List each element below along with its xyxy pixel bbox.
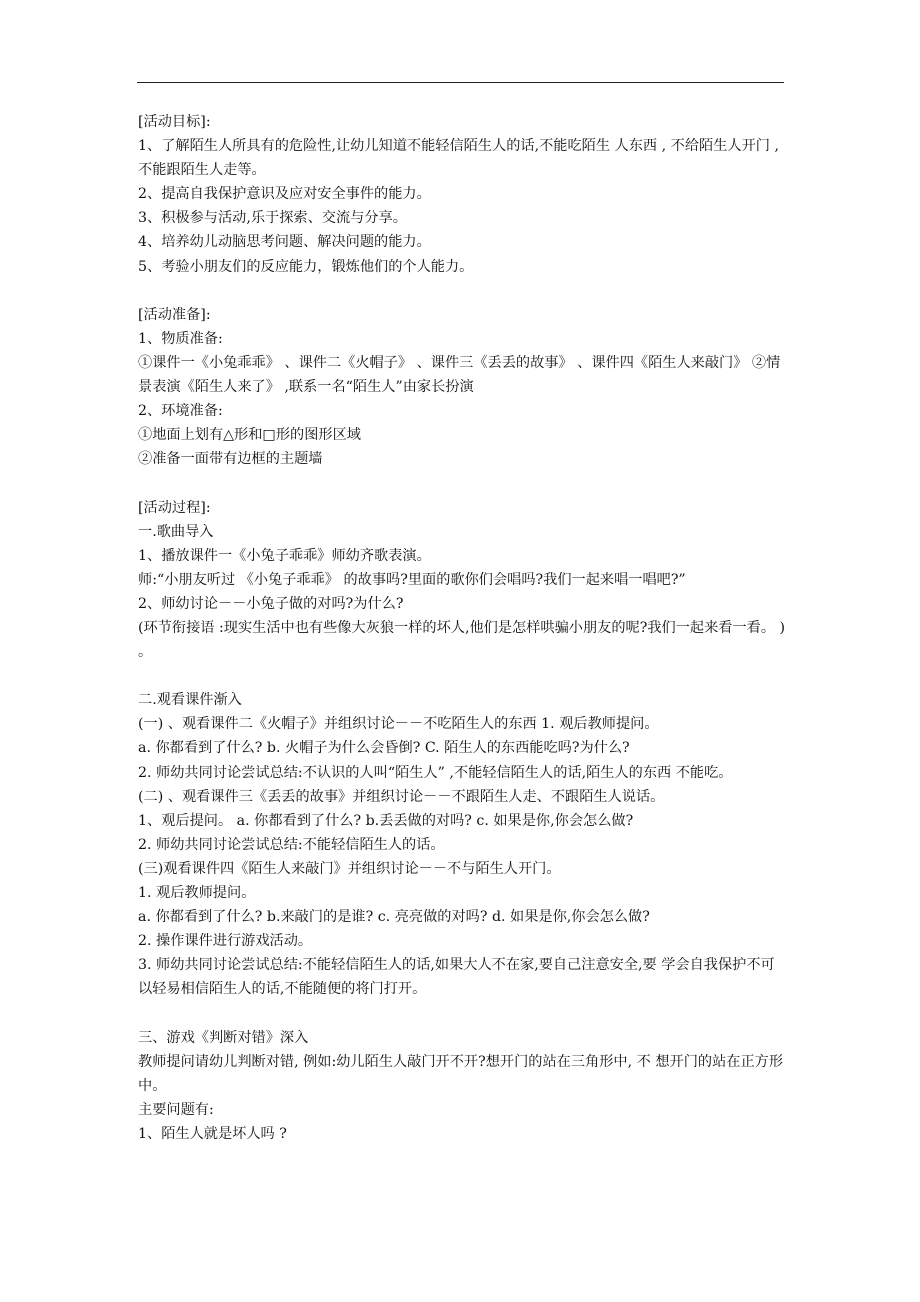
part1-title: 一.歌曲导入 [138,523,214,540]
part2-line-7: (三)观看课件四《陌生人来敲门》并组织讨论－－不与陌生人开门。 [138,860,561,877]
part2-line-6: 2. 师幼共同讨论尝试总结:不能轻信陌生人的话。 [138,836,445,853]
part2-line-3: 2. 师幼共同讨论尝试总结:不认识的人叫“陌生人” ,不能轻信陌生人的话,陌生人的东西 不能吃。 [138,764,733,781]
part3-line-2: 主要问题有: [138,1101,214,1118]
goal-item-2: 2、提高自我保护意识及应对安全事件的能力。 [138,186,431,203]
part1-line-3: 2、师幼讨论－－小兔子做的对吗?为什么? [138,595,404,612]
part1-line-4: (环节衔接语 :现实生活中也有些像大灰狼一样的坏人,他们是怎样哄骗小朋友的呢?我们一起来看一看。 ) 。 [138,619,786,661]
document-body [138,110,788,1146]
part2-line-4: (二) 、观看课件三《丢丢的故事》并组织讨论－－不跟陌生人走、不跟陌生人说话。 [138,788,665,805]
part3-line-3: 1、陌生人就是坏人吗 ? [138,1125,287,1142]
part2-line-11: 3. 师幼共同讨论尝试总结:不能轻信陌生人的话,如果大人不在家,要自己注意安全,要 学会自我保护不可以轻易相信陌生人的话,不能随便的将门打开。 [138,957,775,998]
part2-line-10: 2. 操作课件进行游戏活动。 [138,933,313,950]
part3-line-1: 教师提问请幼儿判断对错, 例如:幼儿陌生人敲门开不开?想开门的站在三角形中, 不 想开门的站在正方形中。 [138,1053,784,1094]
goals-heading: [活动目标]: [138,114,211,130]
part1-line-2: 师:“小朋友听过 《小兔子乖乖》 的故事吗?里面的歌你们会唱吗?我们一起来唱一唱吧?” [138,571,686,588]
part2-line-1: (一) 、观看课件二《火帽子》并组织讨论－－不吃陌生人的东西 1. 观后教师提问。 [138,716,659,733]
part2-line-2: a. 你都看到了什么? b. 火帽子为什么会昏倒? C. 陌生人的东西能吃吗?为什么? [138,740,630,757]
header-rule [137,82,784,83]
goal-item-1: 1、了解陌生人所具有的危险性,让幼儿知道不能轻信陌生人的话,不能吃陌生 人东西 , 不给陌生人开门 ,不能跟陌生人走等。 [138,138,779,179]
part2-line-9: a. 你都看到了什么? b.来敲门的是谁? c. 亮亮做的对吗? d. 如果是你,你会怎么做? [138,909,650,926]
process-heading: [活动过程]: [138,499,211,516]
prep-material-title: 1、物质准备: [138,330,223,347]
prep-env-item-1: ①地面上划有△形和□形的图形区域 [138,427,361,444]
prep-material-text: ①课件一《小兔乖乖》 、课件二《火帽子》 、课件三《丢丢的故事》 、课件四《陌生人来敲门》 ②情景表演《陌生人来了》 ,联系一名“陌生人”由家长扮演 [138,354,781,396]
part3-title: 三、游戏《判断对错》深入 [138,1029,309,1046]
goal-item-5: 5、考验小朋友们的反应能力，锻炼他们的个人能力。 [138,258,474,275]
goal-item-4: 4、培养幼儿动脑思考问题、解决问题的能力。 [138,234,431,251]
prep-env-item-2: ②准备一面带有边框的主题墙 [138,451,323,468]
part1-line-1: 1、播放课件一《小兔子乖乖》师幼齐歌表演。 [138,547,431,564]
prep-heading: [活动准备]: [138,306,211,323]
part2-line-8: 1. 观后教师提问。 [138,885,256,901]
part2-line-5: 1、观后提问。 a. 你都看到了什么? b.丢丢做的对吗? c. 如果是你,你会怎么做? [138,812,634,829]
prep-env-title: 2、环境准备: [138,403,223,420]
part2-title: 二.观看课件渐入 [138,692,242,709]
goal-item-3: 3、积极参与活动,乐于探索、交流与分享。 [138,210,407,227]
